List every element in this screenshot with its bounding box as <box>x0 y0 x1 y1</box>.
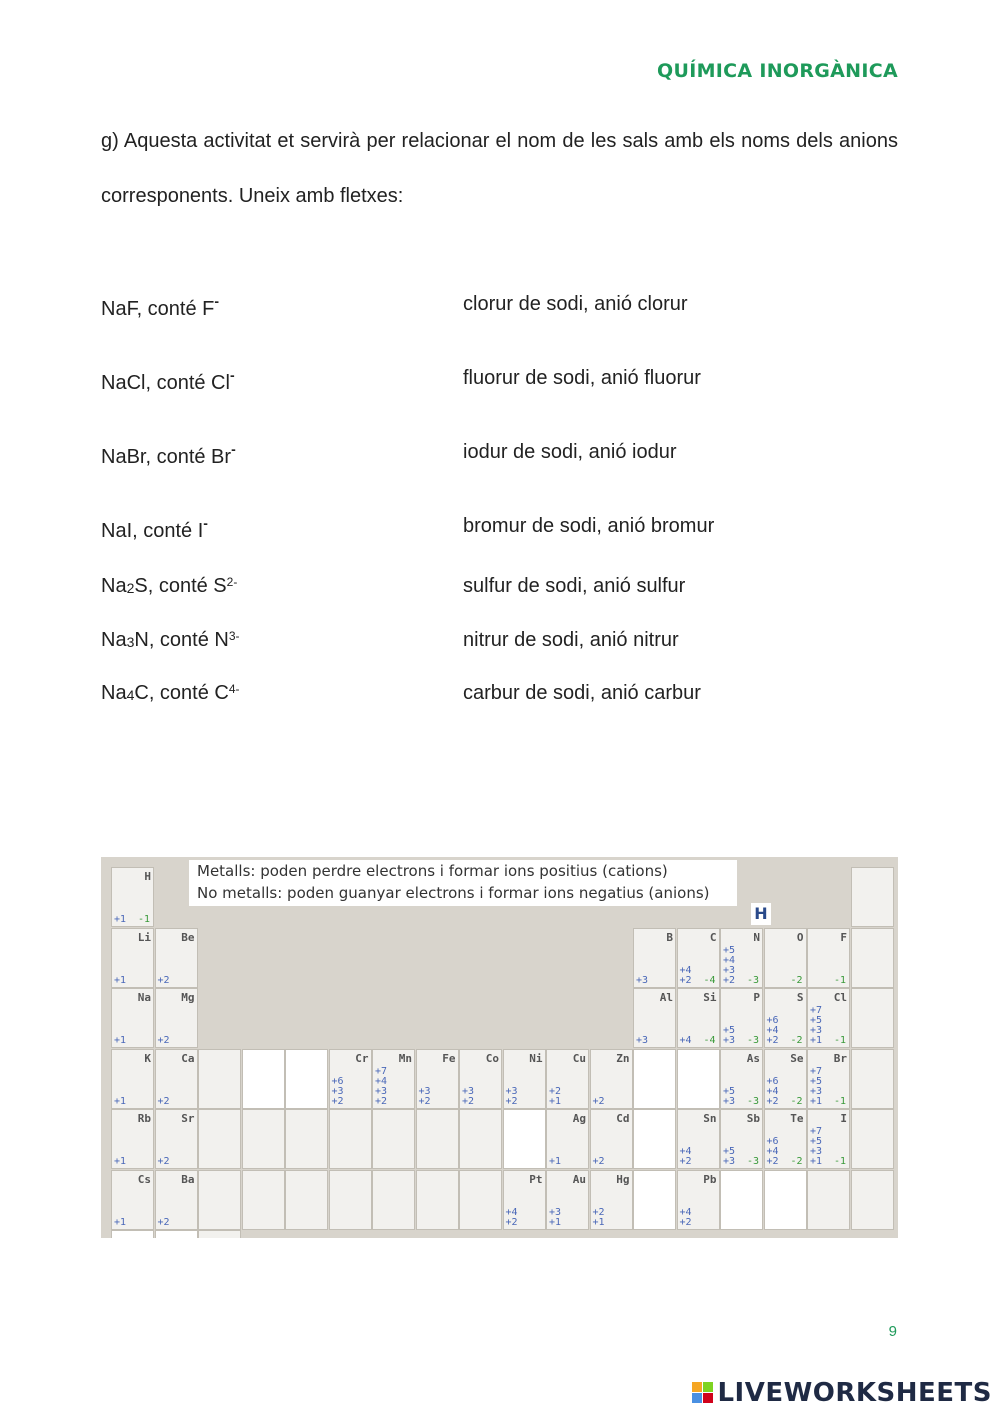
oxidation-states: +2 +1 <box>592 1206 605 1228</box>
element-cell-cu <box>546 1049 589 1109</box>
element-symbol: O <box>796 930 804 944</box>
element-cell-s <box>764 988 807 1048</box>
empty-element-cell <box>242 1170 285 1230</box>
element-cell-b <box>633 928 676 988</box>
anion-item[interactable]: sulfur de sodi, anió sulfur <box>463 575 686 597</box>
liveworksheets-logo <box>692 1378 992 1408</box>
empty-element-cell <box>372 1109 415 1169</box>
oxidation-states: +2 <box>592 1095 605 1107</box>
match-row <box>101 515 901 545</box>
empty-element-cell <box>851 1170 894 1230</box>
negative-oxidation-state: -1 <box>833 1095 846 1107</box>
liveworksheets-icon <box>692 1382 714 1404</box>
empty-element-cell <box>111 1230 154 1238</box>
legend-metals: Metalls: poden perdre electrons i formar ions positius (cations) <box>197 862 668 880</box>
empty-element-cell <box>285 1170 328 1230</box>
element-cell-ba <box>155 1170 198 1230</box>
empty-element-cell <box>677 1049 720 1109</box>
element-cell-zn <box>590 1049 633 1109</box>
element-symbol: Te <box>790 1112 804 1125</box>
negative-oxidation-state: -4 <box>703 1035 716 1046</box>
element-cell-be <box>155 928 198 988</box>
empty-element-cell <box>851 1109 894 1169</box>
element-symbol: Se <box>790 1051 804 1065</box>
match-row <box>101 441 901 471</box>
salt-item[interactable]: NaF, conté F- <box>101 293 220 320</box>
anion-item[interactable]: fluorur de sodi, anió fluorur <box>463 367 701 389</box>
element-cell-hg <box>590 1170 633 1230</box>
element-cell-fe <box>416 1049 459 1109</box>
element-cell-c <box>677 928 720 988</box>
element-symbol: P <box>753 991 760 1004</box>
element-symbol: Mn <box>398 1051 412 1065</box>
element-cell-cr <box>329 1049 372 1109</box>
element-cell-i <box>807 1109 850 1169</box>
element-cell-li <box>111 928 154 988</box>
empty-element-cell <box>372 1170 415 1230</box>
element-cell-au <box>546 1170 589 1230</box>
salt-item[interactable]: NaI, conté I- <box>101 515 208 542</box>
empty-element-cell <box>198 1170 241 1230</box>
element-symbol: Li <box>137 930 151 944</box>
element-symbol: Pt <box>529 1172 543 1186</box>
empty-element-cell <box>329 1170 372 1230</box>
empty-element-cell <box>155 1230 198 1238</box>
empty-element-cell <box>198 1230 241 1238</box>
element-cell-n <box>720 928 763 988</box>
oxidation-state: +2 <box>157 974 170 986</box>
element-cell-br <box>807 1049 850 1109</box>
oxidation-states: +2 <box>592 1156 605 1167</box>
oxidation-states: +7 +5 +3 +1 <box>810 1005 823 1046</box>
oxidation-state: +1 <box>114 1156 127 1167</box>
oxidation-state: +3 <box>636 974 649 986</box>
element-symbol: Pb <box>703 1172 717 1186</box>
empty-element-cell <box>633 1109 676 1169</box>
element-cell-mg <box>155 988 198 1048</box>
element-symbol: Na <box>137 991 151 1004</box>
negative-oxidation-state: -3 <box>746 1095 759 1107</box>
negative-oxidation-state: -3 <box>746 1156 759 1167</box>
element-cell-co <box>459 1049 502 1109</box>
element-symbol: H <box>144 870 151 883</box>
oxidation-states: +5 +4 +3 +2 <box>723 944 736 986</box>
oxidation-states: +3 +2 <box>462 1085 475 1107</box>
element-cell-sr <box>155 1109 198 1169</box>
element-symbol: Rb <box>137 1112 151 1125</box>
empty-element-cell <box>807 1170 850 1230</box>
salt-item[interactable]: NaCl, conté Cl- <box>101 367 235 394</box>
element-symbol: Sn <box>703 1112 717 1125</box>
element-symbol: Au <box>572 1172 586 1186</box>
empty-element-cell <box>851 988 894 1048</box>
page-number: 9 <box>888 1323 897 1340</box>
element-symbol: Ca <box>181 1051 195 1065</box>
element-symbol: Mg <box>181 991 195 1004</box>
negative-oxidation-state: -4 <box>703 974 716 986</box>
oxidation-state: +1 <box>114 1035 127 1046</box>
negative-oxidation-state: -1 <box>833 1035 846 1046</box>
empty-element-cell <box>459 1170 502 1230</box>
element-symbol: I <box>840 1112 847 1125</box>
element-symbol: F <box>840 930 847 944</box>
match-row <box>101 293 901 323</box>
negative-oxidation-state: -2 <box>790 1095 803 1107</box>
element-cell-ag <box>546 1109 589 1169</box>
negative-oxidation-state: -2 <box>790 1156 803 1167</box>
oxidation-states: +3 +2 <box>418 1085 431 1107</box>
oxidation-states: +5 +3 <box>723 1085 736 1107</box>
negative-oxidation-state: -2 <box>790 1035 803 1046</box>
element-cell-f <box>807 928 850 988</box>
empty-element-cell <box>851 867 894 927</box>
negative-oxidation-state: -2 <box>790 974 803 986</box>
match-row <box>101 575 901 605</box>
element-cell-h <box>111 867 154 927</box>
element-cell-te <box>764 1109 807 1169</box>
oxidation-state: +1 <box>114 1216 127 1228</box>
oxidation-states: +4 +2 <box>505 1206 518 1228</box>
salt-item[interactable]: $Na_2S$, conté $S^{2-}$ <box>101 575 238 597</box>
oxidation-states: +5 +3 <box>723 1025 736 1046</box>
oxidation-states: +4 +2 <box>679 1146 692 1167</box>
empty-element-cell <box>242 1049 285 1109</box>
element-cell-k <box>111 1049 154 1109</box>
oxidation-state: +2 <box>157 1216 170 1228</box>
element-cell-se <box>764 1049 807 1109</box>
empty-element-cell <box>851 1049 894 1109</box>
salt-item[interactable]: $Na_4C$, conté $C^{4-}$ <box>101 682 240 704</box>
element-symbol: Cs <box>137 1172 151 1186</box>
oxidation-states: +3 +1 <box>549 1206 562 1228</box>
element-cell-pb <box>677 1170 720 1230</box>
oxidation-states: +7 +5 +3 +1 <box>810 1126 823 1167</box>
element-symbol: Cr <box>355 1051 369 1065</box>
element-cell-rb <box>111 1109 154 1169</box>
empty-element-cell <box>285 1049 328 1109</box>
negative-oxidation-state: -1 <box>833 1156 846 1167</box>
oxidation-states: +6 +3 +2 <box>331 1075 344 1107</box>
oxidation-states: +1 <box>549 1156 562 1167</box>
element-symbol: K <box>144 1051 151 1065</box>
element-cell-ca <box>155 1049 198 1109</box>
legend-nonmetals: No metalls: poden guanyar electrons i formar ions negatius (anions) <box>197 884 710 902</box>
empty-element-cell <box>764 1170 807 1230</box>
element-symbol: Sb <box>746 1112 760 1125</box>
element-cell-na <box>111 988 154 1048</box>
match-row <box>101 367 901 397</box>
oxidation-states: +6 +4 +2 <box>766 1075 779 1107</box>
anion-item[interactable]: nitrur de sodi, anió nitrur <box>463 629 679 651</box>
element-symbol: Cd <box>616 1112 630 1125</box>
element-symbol: Be <box>181 930 195 944</box>
element-symbol: Fe <box>442 1051 456 1065</box>
oxidation-states: +7 +5 +3 +1 <box>810 1065 823 1107</box>
periodic-table <box>101 857 898 1238</box>
empty-element-cell <box>633 1170 676 1230</box>
element-symbol: N <box>753 930 760 944</box>
element-cell-cd <box>590 1109 633 1169</box>
exercise-instructions: g) Aquesta activitat et servirà per relacionar el nom de les sals amb els noms dels anions corresponents. Uneix amb fletxes: <box>101 130 898 207</box>
match-row <box>101 629 901 659</box>
negative-oxidation-state: -1 <box>833 974 846 986</box>
oxidation-states: +4 +2 <box>679 964 692 986</box>
page-header-title: QUÍMICA INORGÀNICA <box>657 60 898 82</box>
empty-element-cell <box>198 1109 241 1169</box>
salt-item[interactable]: NaBr, conté Br- <box>101 441 236 468</box>
element-cell-ni <box>503 1049 546 1109</box>
element-symbol: S <box>796 991 804 1004</box>
element-symbol: Br <box>833 1051 847 1065</box>
negative-oxidation-state: -3 <box>746 1035 759 1046</box>
element-cell-p <box>720 988 763 1048</box>
element-cell-si <box>677 988 720 1048</box>
element-symbol: Sr <box>181 1112 195 1125</box>
element-cell-sb <box>720 1109 763 1169</box>
oxidation-state: +1 <box>114 974 127 986</box>
element-symbol: Ag <box>572 1112 586 1125</box>
oxidation-states: +4 <box>679 1035 692 1046</box>
periodic-table-legend <box>189 860 737 906</box>
element-symbol: Zn <box>616 1051 630 1065</box>
element-symbol: Cl <box>833 991 847 1004</box>
empty-element-cell <box>198 1049 241 1109</box>
element-cell-cl <box>807 988 850 1048</box>
oxidation-states: +3 +2 <box>505 1085 518 1107</box>
match-row <box>101 682 901 712</box>
anion-item[interactable]: clorur de sodi, anió clorur <box>463 293 688 315</box>
anion-item[interactable]: bromur de sodi, anió bromur <box>463 515 715 537</box>
oxidation-states: +2 +1 <box>549 1085 562 1107</box>
negative-oxidation-state: -1 <box>137 914 150 925</box>
empty-element-cell <box>459 1109 502 1169</box>
empty-element-cell <box>720 1170 763 1230</box>
oxidation-states: +5 +3 <box>723 1146 736 1167</box>
element-cell-mn <box>372 1049 415 1109</box>
empty-element-cell <box>416 1170 459 1230</box>
element-symbol: As <box>746 1051 760 1065</box>
salt-item[interactable]: $Na_3N$, conté $N^{3-}$ <box>101 629 240 651</box>
oxidation-state: +2 <box>157 1035 170 1046</box>
oxidation-state: +1 <box>114 1095 127 1107</box>
element-symbol: C <box>709 930 717 944</box>
element-symbol: Hg <box>616 1172 630 1186</box>
liveworksheets-brand: LIVEWORKSHEETS <box>717 1378 992 1408</box>
empty-element-cell <box>503 1109 546 1169</box>
oxidation-states: +6 +4 +2 <box>766 1136 779 1167</box>
empty-element-cell <box>242 1109 285 1169</box>
element-symbol: B <box>666 930 673 944</box>
anion-item[interactable]: iodur de sodi, anió iodur <box>463 441 677 463</box>
element-cell-sn <box>677 1109 720 1169</box>
element-symbol: Cu <box>572 1051 586 1065</box>
oxidation-state: +2 <box>157 1156 170 1167</box>
element-cell-pt <box>503 1170 546 1230</box>
empty-element-cell <box>329 1109 372 1169</box>
element-cell-as <box>720 1049 763 1109</box>
empty-element-cell <box>285 1109 328 1169</box>
negative-oxidation-state: -3 <box>746 974 759 986</box>
hydrogen-marker: H <box>751 903 771 925</box>
anion-item[interactable]: carbur de sodi, anió carbur <box>463 682 701 704</box>
empty-element-cell <box>633 1049 676 1109</box>
oxidation-states: +4 +2 <box>679 1206 692 1228</box>
element-symbol: Si <box>703 991 717 1004</box>
oxidation-state: +2 <box>157 1095 170 1107</box>
oxidation-state: +3 <box>636 1035 649 1046</box>
element-symbol: Ni <box>529 1051 543 1065</box>
element-symbol: Ba <box>181 1172 195 1186</box>
oxidation-states: +7 +4 +3 +2 <box>375 1065 388 1107</box>
element-symbol: Co <box>485 1051 499 1065</box>
element-cell-cs <box>111 1170 154 1230</box>
element-symbol: Al <box>659 991 673 1004</box>
empty-element-cell <box>851 928 894 988</box>
oxidation-states: +6 +4 +2 <box>766 1015 779 1046</box>
empty-element-cell <box>416 1109 459 1169</box>
element-cell-o <box>764 928 807 988</box>
oxidation-state: +1 <box>114 914 127 925</box>
element-cell-al <box>633 988 676 1048</box>
